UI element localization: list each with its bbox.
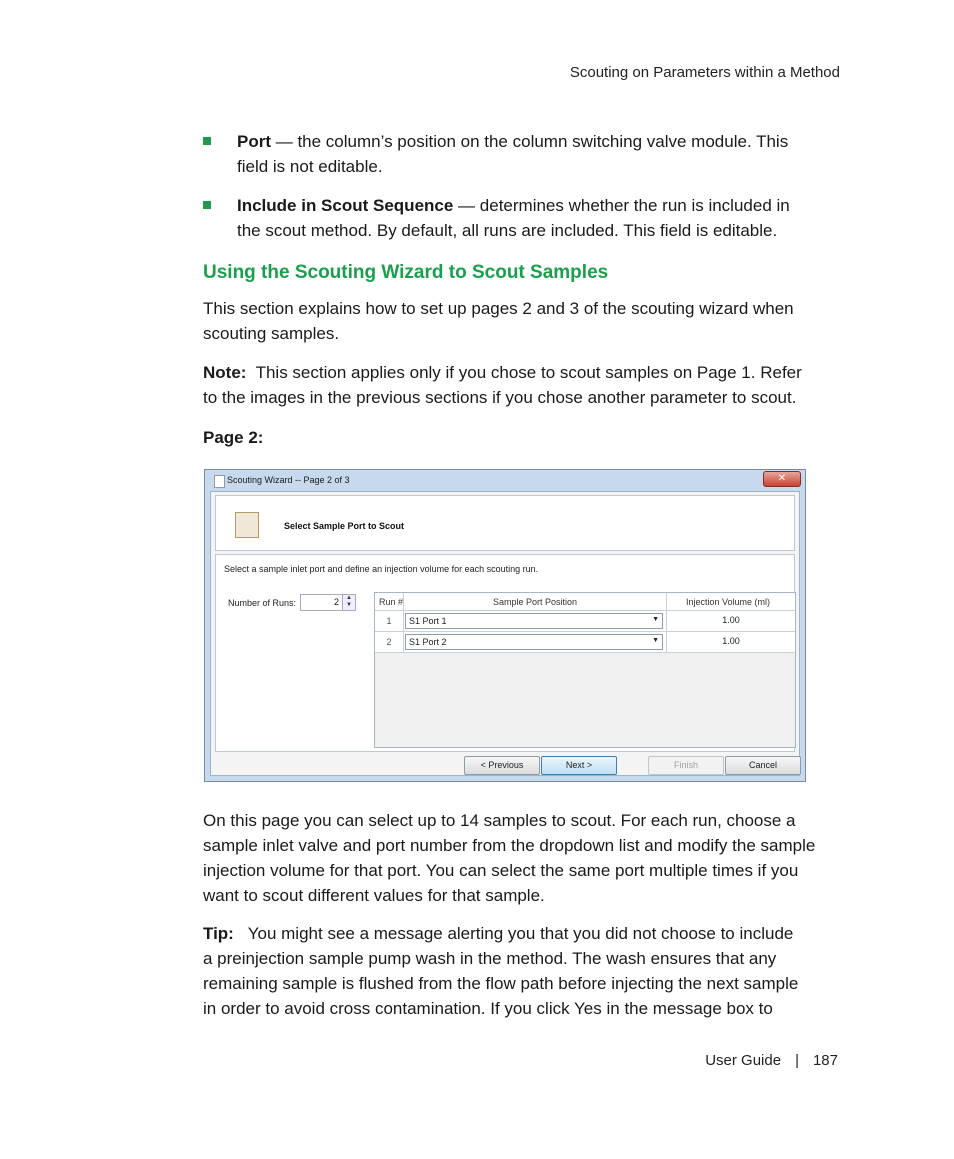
table-row: [375, 632, 795, 653]
tip-paragraph: [203, 921, 833, 1021]
wizard-page-icon: [235, 512, 259, 538]
finish-button[interactable]: Finish: [648, 756, 724, 775]
intro-line1: This section explains how to set up pages 2 and 3 of the scouting wizard when: [203, 299, 794, 318]
sample-port-value: S1 Port 2: [409, 637, 447, 647]
sample-port-dropdown[interactable]: [405, 613, 663, 629]
wizard-panel: [215, 554, 795, 752]
bullet-term: Include in Scout Sequence: [237, 196, 454, 215]
body-line1: On this page you can select up to 14 samples to scout. For each run, choose a: [203, 811, 796, 830]
note-line2: to the images in the previous sections if you chose another parameter to scout.: [203, 388, 797, 407]
tip-line1: You might see a message alerting you that you did not choose to include: [247, 924, 794, 943]
bullet-line2: the scout method. By default, all runs are included. This field is editable.: [237, 221, 778, 240]
tip-label: Tip:: [203, 924, 234, 943]
column-header-volume: Injection Volume (ml): [686, 597, 771, 607]
run-number: 2: [386, 637, 392, 647]
run-number: 1: [386, 616, 392, 626]
footer-separator: |: [795, 1052, 799, 1069]
scouting-wizard-dialog: [204, 469, 806, 782]
table-header: [375, 593, 795, 611]
dialog-body: [210, 491, 800, 776]
bullet-term: Port: [237, 132, 271, 151]
wizard-banner: [215, 495, 795, 551]
note-paragraph: [203, 360, 833, 410]
section-heading: Using the Scouting Wizard to Scout Samples: [203, 262, 609, 283]
running-header: Scouting on Parameters within a Method: [569, 64, 840, 81]
body-line2: sample inlet valve and port number from the dropdown list and modify the sample: [203, 836, 816, 855]
bullet-line1: the column’s position on the column switching valve module. This: [297, 132, 789, 151]
intro-paragraph: [203, 296, 833, 346]
banner-title: Select Sample Port to Scout: [284, 521, 405, 531]
bullet-line2: field is not editable.: [237, 157, 383, 176]
instruction-text: Select a sample inlet port and define an injection volume for each scouting run.: [224, 564, 539, 574]
footer-doc-title: User Guide: [705, 1052, 782, 1069]
bullet-line1: determines whether the run is included in: [479, 196, 790, 215]
column-header-position: Sample Port Position: [493, 597, 578, 607]
note-label: Note:: [203, 363, 247, 382]
note-line1: This section applies only if you chose to scout samples on Page 1. Refer: [255, 363, 802, 382]
table-row: [375, 611, 795, 632]
runs-table: [374, 592, 796, 748]
tip-line3: remaining sample is flushed from the flow path before injecting the next sample: [203, 974, 799, 993]
bullet-square-icon: [203, 137, 211, 145]
body-line3: injection volume for that port. You can select the same port multiple times if you: [203, 861, 799, 880]
sample-port-dropdown[interactable]: [405, 634, 663, 650]
page-number: 187: [812, 1052, 838, 1069]
spin-arrows-icon[interactable]: ▲ ▼: [342, 595, 355, 610]
injection-volume-input[interactable]: 1.00: [722, 636, 740, 646]
dialog-title: Scouting Wizard -- Page 2 of 3: [227, 475, 350, 485]
previous-button[interactable]: < Previous: [464, 756, 540, 775]
body-line4: want to scout different values for that sample.: [203, 886, 545, 905]
bullet-dash: —: [453, 196, 480, 215]
column-header-run: Run #: [379, 597, 404, 607]
body-paragraph: [203, 808, 833, 908]
window-app-icon: [214, 475, 225, 488]
number-of-runs-stepper[interactable]: [300, 594, 356, 611]
chevron-down-icon: ▼: [652, 637, 659, 644]
chevron-down-icon: ▼: [652, 616, 659, 623]
page-footer: [705, 1052, 838, 1069]
next-button[interactable]: Next >: [541, 756, 617, 775]
number-of-runs-label: Number of Runs:: [228, 598, 297, 608]
close-button[interactable]: ✕: [763, 471, 801, 487]
tip-line2: a preinjection sample pump wash in the method. The wash ensures that any: [203, 949, 777, 968]
tip-line4: in order to avoid cross contamination. If you click Yes in the message box to: [203, 999, 773, 1018]
column-divider: [666, 593, 667, 653]
bullet-include-in-scout: [203, 193, 803, 243]
page-label: Page 2:: [203, 428, 264, 447]
bullet-square-icon: [203, 201, 211, 209]
column-divider: [403, 593, 404, 653]
bullet-port: [203, 129, 803, 179]
cancel-button[interactable]: Cancel: [725, 756, 801, 775]
intro-line2: scouting samples.: [203, 324, 340, 343]
injection-volume-input[interactable]: 1.00: [722, 615, 740, 625]
bullet-dash: —: [271, 132, 298, 151]
number-of-runs-value: 2: [333, 597, 339, 607]
sample-port-value: S1 Port 1: [409, 616, 447, 626]
